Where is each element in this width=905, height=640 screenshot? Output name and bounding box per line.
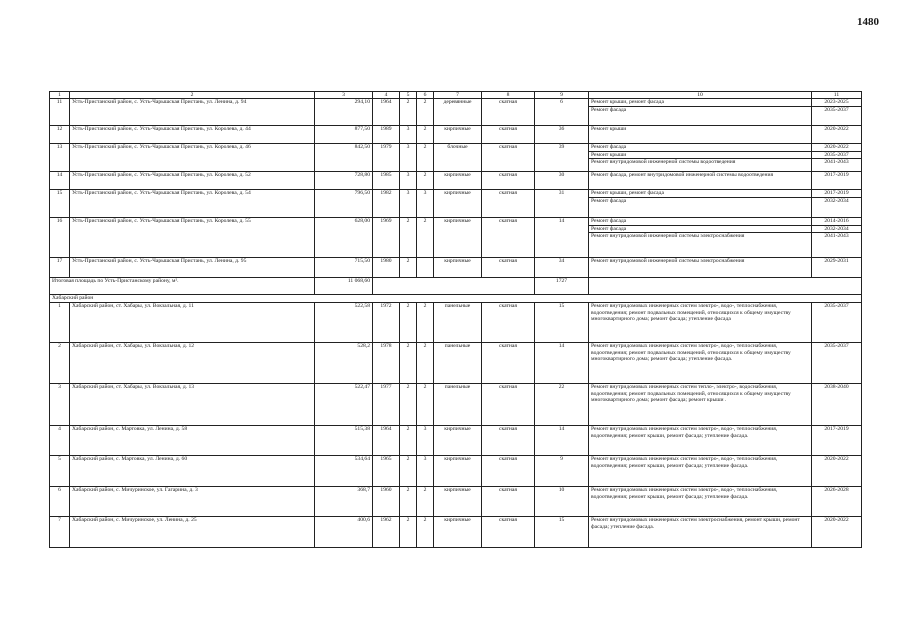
year-cell: 1980 bbox=[373, 258, 400, 278]
works-cell bbox=[589, 258, 812, 278]
walls-cell: панельные bbox=[434, 303, 482, 343]
roof-cell: скатная bbox=[482, 172, 535, 190]
period-cell-entry: 2023-2025 bbox=[824, 99, 849, 105]
floors-cell: 2 bbox=[400, 456, 417, 487]
address-cell: Хабарский район, ст. Хабары, ул. Вокзальная, д. 13 bbox=[70, 384, 315, 426]
address-cell: Хабарский район, ст. Хабары, ул. Вокзальная, д. 11 bbox=[70, 303, 315, 343]
residents-cell: 6 bbox=[535, 99, 589, 126]
floors-cell: 3 bbox=[400, 190, 417, 218]
area-cell: 842,50 bbox=[315, 144, 373, 172]
page-number: 1480 bbox=[857, 16, 879, 28]
area-cell: 628,00 bbox=[315, 218, 373, 258]
year-cell: 1985 bbox=[373, 172, 400, 190]
walls-cell: кирпичные bbox=[434, 426, 482, 456]
year-cell: 1964 bbox=[373, 99, 400, 126]
year-cell: 1989 bbox=[373, 126, 400, 144]
walls-cell: панельные bbox=[434, 384, 482, 426]
entrances-cell: 2 bbox=[417, 384, 434, 426]
header-cell: 9 bbox=[535, 92, 589, 99]
header-cell: 5 bbox=[400, 92, 417, 99]
works-cell-entry: Ремонт фасада bbox=[591, 144, 627, 150]
table-row bbox=[50, 517, 862, 548]
roof-cell: скатная bbox=[482, 218, 535, 258]
address-cell: Усть-Пристанский район, с. Усть-Чарышская Пристань, ул. Королева, д. 54 bbox=[70, 190, 315, 218]
total-blank bbox=[373, 278, 535, 295]
residents-cell: 15 bbox=[535, 303, 589, 343]
area-cell: 534,64 bbox=[315, 456, 373, 487]
address-cell: Усть-Пристанский район, с. Усть-Чарышская Пристань, ул. Королева, д. 46 bbox=[70, 144, 315, 172]
address-cell: Хабарский район, с. Мичуринское, ул. Гагарина, д. 3 bbox=[70, 487, 315, 517]
works-cell-entry: Ремонт крыши bbox=[591, 126, 627, 132]
table-row bbox=[50, 303, 862, 343]
residents-cell: 36 bbox=[535, 126, 589, 144]
walls-cell: деревянные bbox=[434, 99, 482, 126]
works-cell-entry: Ремонт фасада, ремонт внутридомовой инженерной системы водоотведения bbox=[591, 172, 774, 178]
header-cell: 4 bbox=[373, 92, 400, 99]
table-row bbox=[50, 144, 862, 172]
header-cell: 6 bbox=[417, 92, 434, 99]
total-blank bbox=[589, 278, 862, 295]
residents-cell: 39 bbox=[535, 144, 589, 172]
entrances-cell: 2 bbox=[417, 487, 434, 517]
floors-cell: 2 bbox=[400, 218, 417, 258]
works-cell bbox=[589, 172, 812, 190]
period-cell-entry: 2041-2043 bbox=[812, 158, 861, 166]
walls-cell: кирпичные bbox=[434, 218, 482, 258]
registry-table bbox=[49, 91, 862, 548]
floors-cell: 2 bbox=[400, 99, 417, 126]
works-cell: Ремонт внутридомовых инженерных систем тепло-, электро-, водоснабжения, водоотведения; ремонт подвальных помещений, относящихся к общему имуществу многоквартирного дома; ремонт фасада; ремонт крыши . bbox=[589, 384, 812, 426]
period-cell-entry: 2017-2019 bbox=[824, 172, 849, 178]
area-cell: 400,6 bbox=[315, 517, 373, 548]
table-row bbox=[50, 258, 862, 278]
works-cell: Ремонт внутридомовых инженерных систем электро-, водо-, теплоснабжения, водоотведения; ремонт крыши, ремонт фасада; утепление фасада. bbox=[589, 426, 812, 456]
residents-cell: 30 bbox=[535, 172, 589, 190]
row-number: 3 bbox=[50, 384, 70, 426]
area-cell: 728,80 bbox=[315, 172, 373, 190]
address-cell: Хабарский район, с. Мартовка, ул. Ленина, д. 58 bbox=[70, 426, 315, 456]
floors-cell: 2 bbox=[400, 517, 417, 548]
area-cell: 715,50 bbox=[315, 258, 373, 278]
total-residents: 1727 bbox=[535, 278, 589, 295]
works-cell-entry: Ремонт крыши bbox=[589, 151, 811, 159]
table-row bbox=[50, 172, 862, 190]
total-area: 11 068,60 bbox=[315, 278, 373, 295]
roof-cell: скатная bbox=[482, 144, 535, 172]
period-cell-entry: 2041-2043 bbox=[812, 232, 861, 240]
table-row bbox=[50, 384, 862, 426]
year-cell: 1982 bbox=[373, 190, 400, 218]
row-number: 11 bbox=[50, 99, 70, 126]
roof-cell: скатная bbox=[482, 99, 535, 126]
row-number: 12 bbox=[50, 126, 70, 144]
residents-cell: 14 bbox=[535, 343, 589, 384]
area-cell: 522,58 bbox=[315, 303, 373, 343]
year-cell: 1964 bbox=[373, 426, 400, 456]
residents-cell: 14 bbox=[535, 426, 589, 456]
entrances-cell: 2 bbox=[417, 343, 434, 384]
period-cell-entry: 2032-2034 bbox=[812, 225, 861, 233]
address-cell: Усть-Пристанский район, с. Усть-Чарышская Пристань, ул. Ленина, д. 94 bbox=[70, 99, 315, 126]
period-cell: 2035-2037 bbox=[812, 343, 862, 384]
period-cell: 2020-2022 bbox=[812, 517, 862, 548]
walls-cell: кирпичные bbox=[434, 487, 482, 517]
header-cell: 10 bbox=[589, 92, 812, 99]
floors-cell: 3 bbox=[400, 144, 417, 172]
period-cell bbox=[812, 99, 862, 126]
floors-cell: 2 bbox=[400, 487, 417, 517]
roof-cell: скатная bbox=[482, 426, 535, 456]
roof-cell: скатная bbox=[482, 303, 535, 343]
period-cell-entry: 2035-2037 bbox=[812, 106, 861, 114]
table-row bbox=[50, 190, 862, 218]
period-cell-entry: 2020-2022 bbox=[824, 126, 849, 132]
works-cell-entry: Ремонт фасада bbox=[589, 197, 811, 205]
works-cell: Ремонт внутридомовых инженерных систем электро-, водо-, теплоснабжения, водоотведения; ремонт крыши, ремонт фасада; утепление фасада. bbox=[589, 456, 812, 487]
address-cell: Усть-Пристанский район, с. Усть-Чарышская Пристань, ул. Королева, д. 44 bbox=[70, 126, 315, 144]
works-cell-entry: Ремонт внутридомовой инженерной системы электроснабжения bbox=[589, 232, 811, 240]
roof-cell: скатная bbox=[482, 343, 535, 384]
works-cell-entry: Ремонт фасада bbox=[589, 225, 811, 233]
address-cell: Усть-Пристанский район, с. Усть-Чарышская Пристань, ул. Королева, д. 55 bbox=[70, 218, 315, 258]
period-cell-entry: 2020-2022 bbox=[824, 144, 849, 150]
roof-cell: скатная bbox=[482, 258, 535, 278]
area-cell: 515,38 bbox=[315, 426, 373, 456]
table-row bbox=[50, 126, 862, 144]
entrances-cell: 3 bbox=[417, 456, 434, 487]
walls-cell: кирпичные bbox=[434, 258, 482, 278]
floors-cell: 2 bbox=[400, 303, 417, 343]
row-number: 14 bbox=[50, 172, 70, 190]
works-cell bbox=[589, 99, 812, 126]
period-cell bbox=[812, 258, 862, 278]
walls-cell: кирпичные bbox=[434, 517, 482, 548]
district-row bbox=[50, 295, 862, 303]
entrances-cell: 2 bbox=[417, 99, 434, 126]
walls-cell: кирпичные bbox=[434, 126, 482, 144]
address-cell: Хабарский район, с. Мартовка, ул. Ленина, д. 60 bbox=[70, 456, 315, 487]
table-row bbox=[50, 343, 862, 384]
period-cell: 2035-2037 bbox=[812, 303, 862, 343]
header-cell: 8 bbox=[482, 92, 535, 99]
address-cell: Усть-Пристанский район, с. Усть-Чарышская Пристань, ул. Королева, д. 52 bbox=[70, 172, 315, 190]
works-cell bbox=[589, 190, 812, 218]
residents-cell: 22 bbox=[535, 384, 589, 426]
residents-cell: 34 bbox=[535, 258, 589, 278]
table-row bbox=[50, 99, 862, 126]
period-cell bbox=[812, 218, 862, 258]
walls-cell: кирпичные bbox=[434, 190, 482, 218]
year-cell: 1978 bbox=[373, 343, 400, 384]
works-cell-entry: Ремонт фасада bbox=[591, 218, 627, 224]
works-cell-entry: Ремонт внутридомовой инженерной системы электроснабжения bbox=[591, 258, 745, 264]
walls-cell: блочные bbox=[434, 144, 482, 172]
address-cell: Хабарский район, ст. Хабары, ул. Вокзальная, д. 12 bbox=[70, 343, 315, 384]
residents-cell: 14 bbox=[535, 218, 589, 258]
area-cell: 522,47 bbox=[315, 384, 373, 426]
residents-cell: 31 bbox=[535, 190, 589, 218]
area-cell: 368,7 bbox=[315, 487, 373, 517]
floors-cell: 2 bbox=[400, 384, 417, 426]
entrances-cell: 3 bbox=[417, 190, 434, 218]
works-cell bbox=[589, 218, 812, 258]
entrances-cell bbox=[417, 258, 434, 278]
entrances-cell: 2 bbox=[417, 172, 434, 190]
table-row bbox=[50, 218, 862, 258]
period-cell-entry: 2035-2037 bbox=[812, 151, 861, 159]
period-cell: 2038-2040 bbox=[812, 384, 862, 426]
row-number: 6 bbox=[50, 487, 70, 517]
period-cell bbox=[812, 172, 862, 190]
entrances-cell: 3 bbox=[417, 426, 434, 456]
row-number: 4 bbox=[50, 426, 70, 456]
period-cell-entry: 2017-2019 bbox=[824, 190, 849, 196]
works-cell: Ремонт внутридомовых инженерных систем электроснабжения, ремонт крыши, ремонт фасада; утепление фасада. bbox=[589, 517, 812, 548]
residents-cell: 10 bbox=[535, 487, 589, 517]
period-cell-entry: 2032-2034 bbox=[812, 197, 861, 205]
residents-cell: 15 bbox=[535, 517, 589, 548]
entrances-cell: 2 bbox=[417, 218, 434, 258]
period-cell: 2026-2028 bbox=[812, 487, 862, 517]
header-cell: 3 bbox=[315, 92, 373, 99]
header-cell: 1 bbox=[50, 92, 70, 99]
row-number: 15 bbox=[50, 190, 70, 218]
works-cell-entry: Ремонт крыши, ремонт фасада bbox=[591, 99, 664, 105]
roof-cell: скатная bbox=[482, 126, 535, 144]
year-cell: 1965 bbox=[373, 456, 400, 487]
residents-cell: 9 bbox=[535, 456, 589, 487]
row-number: 13 bbox=[50, 144, 70, 172]
header-cell: 2 bbox=[70, 92, 315, 99]
row-number: 7 bbox=[50, 517, 70, 548]
district-title: Хабарский район bbox=[50, 295, 862, 303]
area-cell: 877,50 bbox=[315, 126, 373, 144]
address-cell: Усть-Пристанский район, с. Усть-Чарышская Пристань, ул. Ленина, д. 95 bbox=[70, 258, 315, 278]
table-row bbox=[50, 487, 862, 517]
works-cell: Ремонт внутридомовых инженерных систем электро-, водо-, теплоснабжения, водоотведения; ремонт подвальных помещений, относящихся к общему имуществу многоквартирного дома; ремонт фасада; утепление фасада. bbox=[589, 343, 812, 384]
period-cell bbox=[812, 126, 862, 144]
works-cell: Ремонт внутридомовых инженерных систем электро-, водо-, теплоснабжения, водоотведения; ремонт крыши, ремонт фасада; утепление фасада. bbox=[589, 487, 812, 517]
roof-cell: скатная bbox=[482, 487, 535, 517]
works-cell bbox=[589, 144, 812, 172]
entrances-cell: 2 bbox=[417, 144, 434, 172]
roof-cell: скатная bbox=[482, 517, 535, 548]
floors-cell: 2 bbox=[400, 343, 417, 384]
roof-cell: скатная bbox=[482, 190, 535, 218]
table-row bbox=[50, 426, 862, 456]
floors-cell: 2 bbox=[400, 258, 417, 278]
area-cell: 528,2 bbox=[315, 343, 373, 384]
works-cell-entry: Ремонт внутридомовой инженерной системы водоотведения bbox=[589, 158, 811, 166]
period-cell-entry: 2014-2016 bbox=[824, 218, 849, 224]
year-cell: 1979 bbox=[373, 144, 400, 172]
floors-cell: 2 bbox=[400, 426, 417, 456]
total-label: Итоговая площадь по Усть-Пристанскому району, м². bbox=[50, 278, 315, 295]
row-number: 5 bbox=[50, 456, 70, 487]
row-number: 16 bbox=[50, 218, 70, 258]
entrances-cell: 2 bbox=[417, 126, 434, 144]
area-cell: 796,50 bbox=[315, 190, 373, 218]
table-row bbox=[50, 456, 862, 487]
year-cell: 1972 bbox=[373, 303, 400, 343]
year-cell: 1962 bbox=[373, 517, 400, 548]
floors-cell: 3 bbox=[400, 126, 417, 144]
header-cell: 7 bbox=[434, 92, 482, 99]
floors-cell: 3 bbox=[400, 172, 417, 190]
period-cell: 2020-2022 bbox=[812, 456, 862, 487]
works-cell bbox=[589, 126, 812, 144]
row-number: 2 bbox=[50, 343, 70, 384]
year-cell: 1977 bbox=[373, 384, 400, 426]
header-cell: 11 bbox=[812, 92, 862, 99]
works-cell-entry: Ремонт фасада bbox=[589, 106, 811, 114]
walls-cell: кирпичные bbox=[434, 456, 482, 487]
year-cell: 1969 bbox=[373, 218, 400, 258]
roof-cell: скатная bbox=[482, 456, 535, 487]
walls-cell: кирпичные bbox=[434, 172, 482, 190]
entrances-cell: 2 bbox=[417, 303, 434, 343]
address-cell: Хабарский район, с. Мичуринское, ул. Ленина, д. 25 bbox=[70, 517, 315, 548]
period-cell bbox=[812, 190, 862, 218]
works-cell-entry: Ремонт крыши, ремонт фасада bbox=[591, 190, 664, 196]
period-cell: 2017-2019 bbox=[812, 426, 862, 456]
works-cell: Ремонт внутридомовых инженерных систем электро-, водо-, теплоснабжения, водоотведения; ремонт подвальных помещений, относящихся к общему имуществу многоквартирного дома; ремонт фасада; утепление фасада bbox=[589, 303, 812, 343]
total-row bbox=[50, 278, 862, 295]
entrances-cell: 2 bbox=[417, 517, 434, 548]
period-cell-entry: 2029-2031 bbox=[824, 258, 849, 264]
table-body bbox=[50, 92, 862, 548]
period-cell bbox=[812, 144, 862, 172]
row-number: 17 bbox=[50, 258, 70, 278]
header-row bbox=[50, 92, 862, 99]
roof-cell: скатная bbox=[482, 384, 535, 426]
row-number: 1 bbox=[50, 303, 70, 343]
walls-cell: панельные bbox=[434, 343, 482, 384]
year-cell: 1960 bbox=[373, 487, 400, 517]
area-cell: 294,10 bbox=[315, 99, 373, 126]
